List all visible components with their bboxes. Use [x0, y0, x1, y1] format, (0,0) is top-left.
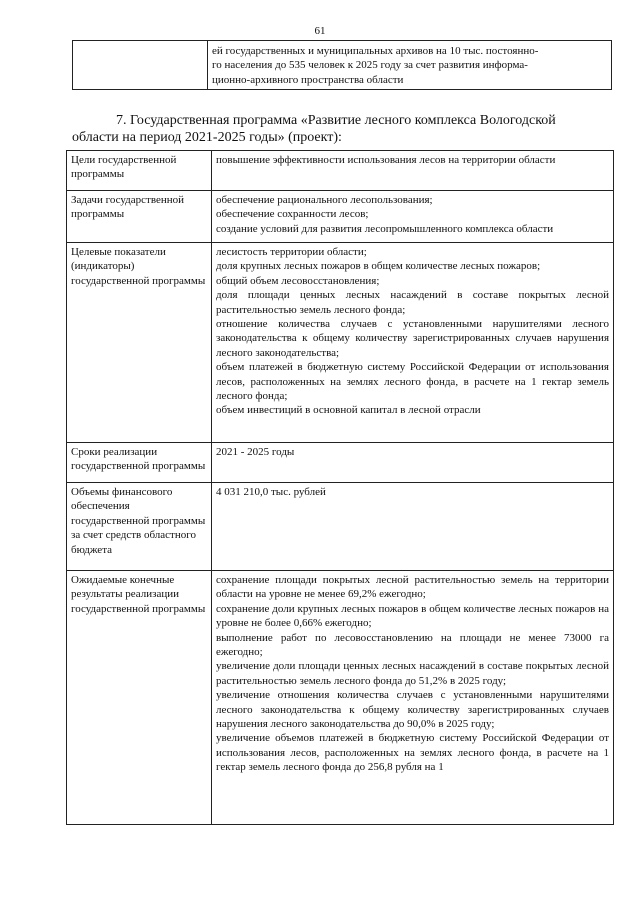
list-item: обеспечение рационального лесопользования;	[216, 194, 433, 206]
table-row	[67, 483, 614, 571]
list-item: объем инвестиций в основной капитал в лесной отрасли	[216, 404, 481, 417]
top-continuation-table	[72, 40, 612, 90]
table-row	[73, 41, 612, 90]
row-value	[212, 191, 614, 243]
row-label: Ожидаемые конечные результаты реализации государственной программы	[67, 571, 212, 825]
list-item: увеличение объемов платежей в бюджетную систему Российской Федерации от использования лесов, расположенных на землях лесного фонда, в расчете на 1 гектар земель лесного фонда до 256,8 рубля на 1	[216, 732, 609, 774]
row-label: Цели государственной программы	[67, 151, 212, 191]
list-item: создание условий для развития лесопромышленного комплекса области	[216, 222, 554, 235]
list-item: лесистость территории области;	[216, 246, 367, 258]
list-item: сохранение доли крупных лесных пожаров в общем количестве лесных пожаров на уровне не более 0,66% ежегодно;	[216, 602, 609, 630]
section-heading	[72, 112, 612, 146]
table-row	[67, 443, 614, 483]
row-value: повышение эффективности использования лесов на территории области	[212, 151, 614, 191]
list-item: доля крупных лесных пожаров в общем количестве лесных пожаров;	[216, 260, 541, 273]
list-item: увеличение доли площади ценных лесных насаждений в составе покрытых лесной растительностью земель лесного фонда до 51,2% в 2025 году;	[216, 660, 609, 687]
table-row	[67, 151, 614, 191]
program-passport-table	[66, 150, 614, 825]
row-value	[212, 571, 614, 825]
list-item: объем платежей в бюджетную систему Российской Федерации от использования лесов, расположенных на землях лесного фонда, в расчете на 1 гектар земель лесного фонда;	[216, 361, 609, 403]
row-value: 2021 - 2025 годы	[212, 443, 614, 483]
heading-line: области на период 2021-2025 годы» (проект):	[72, 130, 342, 145]
continuation-text-cell	[208, 41, 612, 90]
list-item: общий объем лесовосстановления;	[216, 274, 380, 287]
table-row	[67, 571, 614, 825]
row-value	[212, 243, 614, 443]
list-item: обеспечение сохранности лесов;	[216, 208, 369, 221]
row-value: 4 031 210,0 тыс. рублей	[212, 483, 614, 571]
row-label: Задачи государственной программы	[67, 191, 212, 243]
list-item: выполнение работ по лесовосстановлению на площади не менее 73000 га ежегодно;	[216, 631, 609, 659]
row-label: Объемы финансового обеспечения государственной программы за счет средств областного бюджета	[67, 483, 212, 571]
text-line: ционно-архивного пространства области	[212, 73, 404, 86]
list-item: доля площади ценных лесных насаждений в составе покрытых лесной растительностью земель лесного фонда;	[216, 289, 609, 316]
list-item: увеличение отношения количества случаев с установленными нарушителями лесного законодательства к общему количеству зарегистрированных случаев нарушения лесного законодательства до 90,0% в 2025 году;	[216, 689, 609, 731]
list-item: сохранение площади покрытых лесной растительностью земель на территории области на уровне не менее 69,2% ежегодно;	[216, 574, 609, 601]
page-number: 61	[314, 25, 326, 37]
row-label: Целевые показатели (индикаторы) государственной программы	[67, 243, 212, 443]
list-item: отношение количества случаев с установленными нарушителями лесного законодательства к общему количеству зарегистрированных случаев нарушения лесного законодательства;	[216, 318, 609, 359]
table-row	[67, 243, 614, 443]
text-line: го населения до 535 человек к 2025 году за счет развития информа-	[212, 59, 528, 72]
heading-line: 7. Государственная программа «Развитие лесного комплекса Вологодской	[116, 113, 556, 128]
empty-label-cell	[73, 41, 208, 90]
row-label: Сроки реализации государственной программы	[67, 443, 212, 483]
text-line: ей государственных и муниципальных архивов на 10 тыс. постоянно-	[212, 45, 539, 57]
table-row	[67, 191, 614, 243]
